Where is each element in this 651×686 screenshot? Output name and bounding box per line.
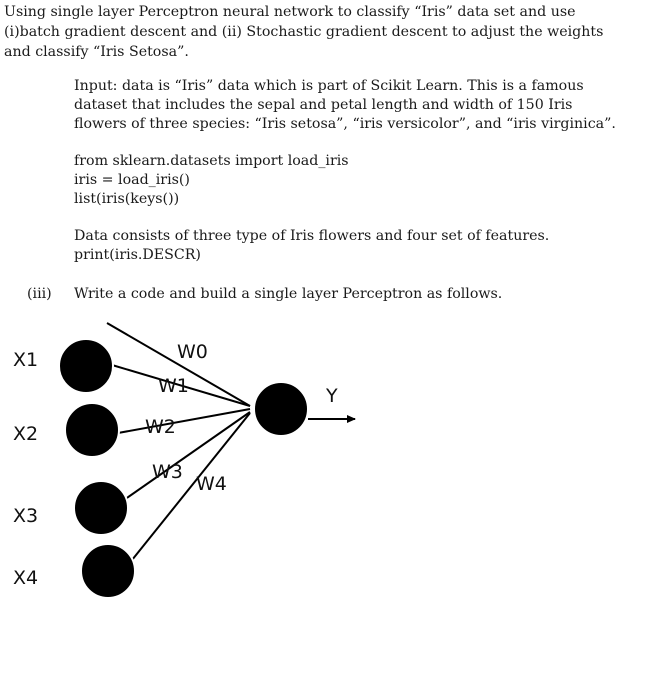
input-label-x4: X4 bbox=[13, 567, 39, 589]
weight-label-w3: W3 bbox=[152, 461, 183, 483]
data-line: print(iris.DESCR) bbox=[74, 247, 201, 263]
weight-label-w0: W0 bbox=[177, 341, 208, 363]
task-line: (i)batch gradient descent and (ii) Stochastic gradient descent to adjust the weights bbox=[4, 24, 604, 40]
weight-label-w1: W1 bbox=[158, 375, 189, 397]
input-node-x1 bbox=[59, 339, 113, 393]
task-line: Using single layer Perceptron neural network to classify “Iris” data set and use bbox=[4, 4, 576, 20]
code-line: iris = load_iris() bbox=[74, 172, 190, 188]
weight-label-w2: W2 bbox=[145, 416, 176, 438]
input-node-x4 bbox=[81, 544, 135, 598]
step-label: (iii) bbox=[27, 286, 52, 302]
x2-connection bbox=[118, 409, 250, 433]
input-line: flowers of three species: “Iris setosa”, “iris versicolor”, and “iris virginica”. bbox=[74, 116, 616, 132]
input-label-x3: X3 bbox=[13, 505, 39, 527]
input-node-x2 bbox=[65, 403, 119, 457]
input-line: dataset that includes the sepal and petal length and width of 150 Iris bbox=[74, 97, 573, 113]
step-text: Write a code and build a single layer Perceptron as follows. bbox=[74, 286, 503, 302]
output-node bbox=[254, 382, 308, 436]
output-label-y: Y bbox=[326, 385, 338, 407]
code-line: from sklearn.datasets import load_iris bbox=[74, 153, 349, 169]
weight-label-w4: W4 bbox=[196, 473, 227, 495]
input-line: Input: data is “Iris” data which is part of Scikit Learn. This is a famous bbox=[74, 78, 584, 94]
input-node-x3 bbox=[74, 481, 128, 535]
task-line: and classify “Iris Setosa”. bbox=[4, 44, 189, 60]
data-line: Data consists of three type of Iris flowers and four set of features. bbox=[74, 228, 550, 244]
input-label-x2: X2 bbox=[13, 423, 39, 445]
code-line: list(iris(keys()) bbox=[74, 191, 180, 207]
input-label-x1: X1 bbox=[13, 349, 39, 371]
x3-connection bbox=[124, 412, 250, 500]
